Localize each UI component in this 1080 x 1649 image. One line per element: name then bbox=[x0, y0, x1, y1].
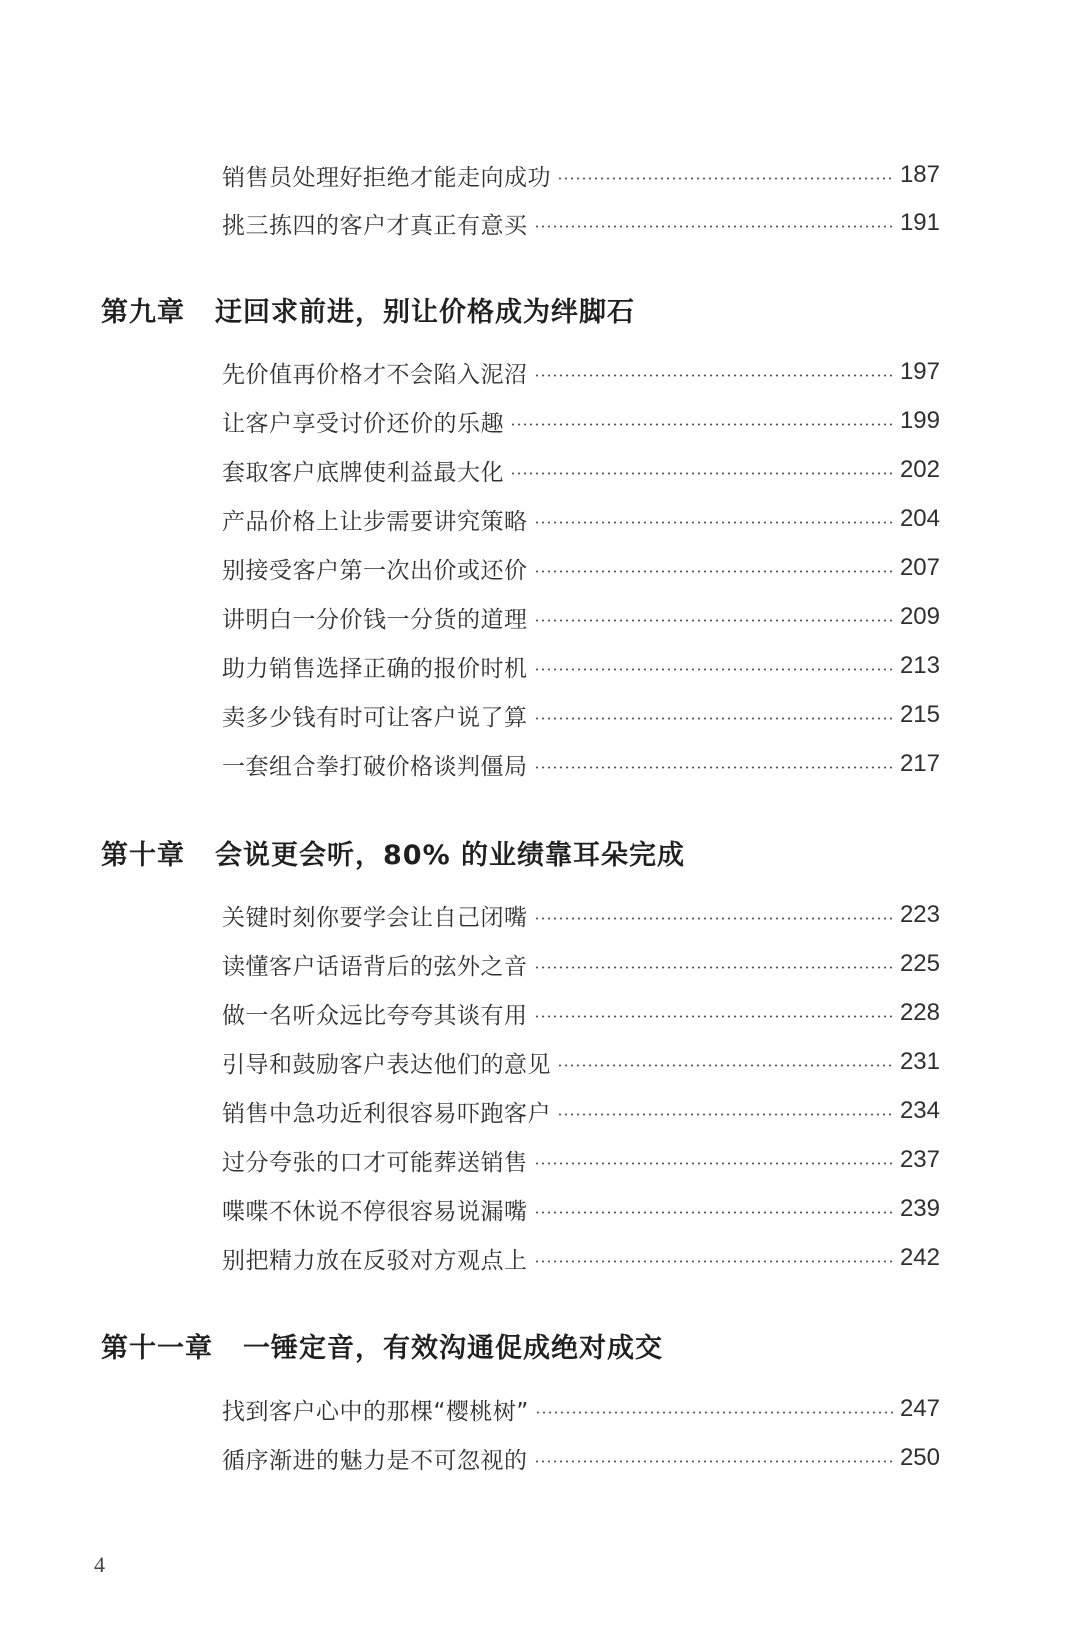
toc-entry[interactable] bbox=[222, 205, 940, 241]
toc-entry[interactable] bbox=[222, 1093, 940, 1129]
toc-entry[interactable] bbox=[222, 1191, 940, 1227]
dot-leader bbox=[534, 668, 894, 671]
toc-entry-title: 销售中急功近利很容易吓跑客户 bbox=[222, 1100, 551, 1127]
chapter-title: 一锤定音，有效沟通促成绝对成交 bbox=[243, 1332, 663, 1364]
toc-entry[interactable] bbox=[222, 157, 940, 193]
dot-leader bbox=[535, 1411, 894, 1414]
dot-leader bbox=[534, 1015, 894, 1018]
chapter-heading[interactable] bbox=[101, 289, 635, 329]
toc-entry-page: 207 bbox=[899, 554, 940, 581]
chapter-title: 会说更会听，80% 的业绩靠耳朵完成 bbox=[215, 839, 686, 871]
toc-entry[interactable] bbox=[222, 452, 940, 488]
dot-leader bbox=[534, 570, 894, 573]
dot-leader bbox=[534, 917, 894, 920]
dot-leader bbox=[534, 1460, 894, 1463]
toc-entry-title: 引导和鼓励客户表达他们的意见 bbox=[222, 1051, 551, 1078]
toc-entry-title: 销售员处理好拒绝才能走向成功 bbox=[222, 164, 551, 191]
dot-leader bbox=[534, 766, 894, 769]
toc-entry[interactable] bbox=[222, 746, 940, 782]
toc-entry[interactable] bbox=[222, 897, 940, 933]
toc-entry-page: 239 bbox=[899, 1195, 940, 1222]
toc-entry-page: 204 bbox=[899, 505, 940, 532]
toc-entry-page: 231 bbox=[899, 1048, 940, 1075]
toc-entry-title: 产品价格上让步需要讲究策略 bbox=[222, 508, 528, 535]
toc-entry-page: 197 bbox=[899, 358, 940, 385]
toc-entry-page: 223 bbox=[899, 901, 940, 928]
dot-leader bbox=[534, 1260, 894, 1263]
toc-entry-title: 做一名听众远比夸夸其谈有用 bbox=[222, 1002, 528, 1029]
toc-entry-title: 一套组合拳打破价格谈判僵局 bbox=[222, 753, 528, 780]
dot-leader bbox=[534, 374, 894, 377]
toc-entry[interactable] bbox=[222, 354, 940, 390]
dot-leader bbox=[534, 225, 894, 228]
dot-leader bbox=[510, 472, 894, 475]
toc-entry-title: 挑三拣四的客户才真正有意买 bbox=[222, 212, 528, 239]
toc-entry[interactable] bbox=[222, 599, 940, 635]
toc-entry-title: 卖多少钱有时可让客户说了算 bbox=[222, 704, 528, 731]
dot-leader bbox=[534, 1162, 894, 1165]
toc-entry[interactable] bbox=[222, 1391, 940, 1427]
toc-entry[interactable] bbox=[222, 946, 940, 982]
dot-leader bbox=[557, 1064, 894, 1067]
toc-entry[interactable] bbox=[222, 697, 940, 733]
toc-entry-page: 199 bbox=[899, 407, 940, 434]
toc-entry-title: 过分夸张的口才可能葬送销售 bbox=[222, 1149, 528, 1176]
toc-entry-page: 215 bbox=[899, 701, 940, 728]
dot-leader bbox=[534, 717, 894, 720]
toc-entry-page: 202 bbox=[899, 456, 940, 483]
dot-leader bbox=[534, 521, 894, 524]
toc-entry-title: 循序渐进的魅力是不可忽视的 bbox=[222, 1447, 528, 1474]
toc-entry-page: 217 bbox=[899, 750, 940, 777]
chapter-label: 第十一章 bbox=[101, 1332, 213, 1364]
toc-entry-title: 先价值再价格才不会陷入泥沼 bbox=[222, 361, 528, 388]
toc-entry[interactable] bbox=[222, 403, 940, 439]
toc-entry-page: 250 bbox=[899, 1444, 940, 1471]
dot-leader bbox=[534, 966, 894, 969]
chapter-heading[interactable] bbox=[101, 832, 685, 872]
dot-leader bbox=[557, 1113, 894, 1116]
toc-entry[interactable] bbox=[222, 1044, 940, 1080]
toc-entry-page: 209 bbox=[899, 603, 940, 630]
toc-entry-title: 讲明白一分价钱一分货的道理 bbox=[222, 606, 528, 633]
toc-entry[interactable] bbox=[222, 648, 940, 684]
dot-leader bbox=[510, 423, 894, 426]
toc-entry[interactable] bbox=[222, 501, 940, 537]
chapter-heading[interactable] bbox=[101, 1325, 663, 1365]
toc-entry-page: 237 bbox=[899, 1146, 940, 1173]
toc-entry-page: 234 bbox=[899, 1097, 940, 1124]
toc-entry-page: 191 bbox=[899, 209, 940, 236]
toc-entry-title: 套取客户底牌使利益最大化 bbox=[222, 459, 504, 486]
toc-entry-page: 213 bbox=[899, 652, 940, 679]
toc-entry[interactable] bbox=[222, 995, 940, 1031]
toc-entry-title: 喋喋不休说不停很容易说漏嘴 bbox=[222, 1198, 528, 1225]
toc-entry-page: 247 bbox=[899, 1395, 940, 1422]
toc-entry[interactable] bbox=[222, 1240, 940, 1276]
toc-entry-title: 找到客户心中的那棵“樱桃树” bbox=[222, 1398, 529, 1425]
dot-leader bbox=[534, 619, 894, 622]
toc-entry-title: 让客户享受讨价还价的乐趣 bbox=[222, 410, 504, 437]
chapter-label: 第九章 bbox=[101, 296, 185, 328]
toc-entry-title: 别接受客户第一次出价或还价 bbox=[222, 557, 528, 584]
chapter-label: 第十章 bbox=[101, 839, 185, 871]
toc-entry-title: 关键时刻你要学会让自己闭嘴 bbox=[222, 904, 528, 931]
dot-leader bbox=[534, 1211, 894, 1214]
toc-entry-title: 别把精力放在反驳对方观点上 bbox=[222, 1247, 528, 1274]
toc-entry[interactable] bbox=[222, 550, 940, 586]
toc-entry-title: 读懂客户话语背后的弦外之音 bbox=[222, 953, 528, 980]
page-number: 4 bbox=[94, 1552, 105, 1577]
toc-entry-page: 228 bbox=[899, 999, 940, 1026]
toc-entry-page: 242 bbox=[899, 1244, 940, 1271]
chapter-title: 迂回求前进，别让价格成为绊脚石 bbox=[215, 296, 635, 328]
toc-entry[interactable] bbox=[222, 1142, 940, 1178]
toc-entry-page: 225 bbox=[899, 950, 940, 977]
dot-leader bbox=[557, 177, 894, 180]
toc-entry-title: 助力销售选择正确的报价时机 bbox=[222, 655, 528, 682]
toc-entry[interactable] bbox=[222, 1440, 940, 1476]
toc-entry-page: 187 bbox=[899, 161, 940, 188]
